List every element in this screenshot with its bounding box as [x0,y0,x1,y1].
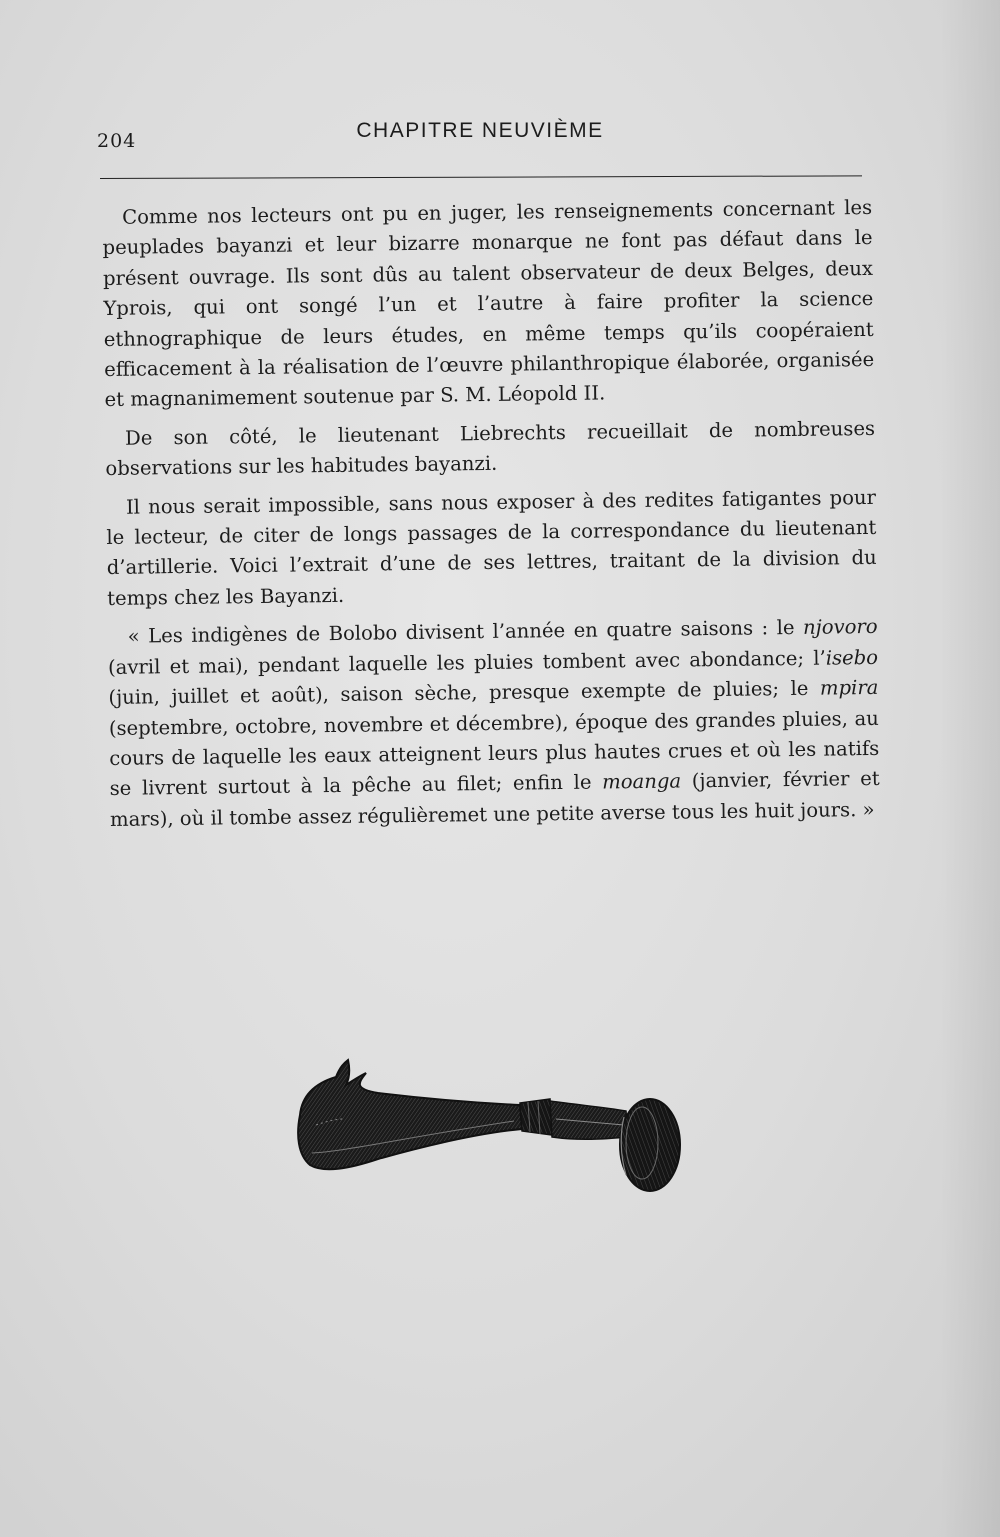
knife-blade [298,1060,522,1169]
knife-collar [520,1099,552,1135]
italic-term: isebo [825,645,879,670]
text-run: « Les indigènes de Bolobo divisent l’année en quatre saisons : le [127,616,804,648]
text-run: (janvier, février et mars), où il tombe assez régulièremet une petite averse tous les huit jours. » [109,767,880,831]
italic-term: mpira [819,675,879,700]
text-run: De son côté, le lieutenant Liebrechts recueillait de nombreuses observations sur les habitudes bayanzi. [105,416,876,481]
engraved-knife-illustration [288,1055,688,1195]
paragraph [102,193,875,416]
header-rule [100,175,862,179]
paragraph [107,612,880,835]
text-run: Il nous serait impossible, sans nous exposer à des redites fatigantes pour le lecteur, de citer de longs passages de la correspondance du lieutenant d’artillerie. Voici l’extrait d’une de ses lettres, traitant de la division du temps chez les Bayanzi. [106,485,877,610]
paragraph [106,483,878,615]
text-run: (juin, juillet et août), saison sèche, presque exempte de pluies; le [108,676,821,710]
knife-pommel [620,1099,680,1191]
body-text [102,193,880,835]
text-run: Comme nos lecteurs ont pu en juger, les renseignements concernant les peuplades bayanzi et leur bizarre monarque ne font pas défaut dans le présent ouvrage. Ils sont dûs au talent observateur de deux Belges, deux Yprois, qui ont songé l’un et l’autre à faire profiter la science ethnographique de leurs études, en même temps qu’ils coopéraient efficacement à la réalisation de l’œuvre philanthropique élaborée, organisée et magnanimement soutenue par S. M. Léopold II. [102,195,875,412]
text-run: (avril et mai), pendant laquelle les pluies tombent avec abondance; l’ [107,646,826,679]
page-number: 204 [97,130,137,152]
italic-term: moanga [602,769,682,794]
running-title: CHAPITRE NEUVIÈME [356,119,604,142]
knife-handle [550,1101,628,1139]
paragraph [105,414,876,485]
text-run: (septembre, octobre, novembre et décembre), époque des grandes pluies, au cours de laquelle les eaux atteignent leurs plus hautes crues et où les natifs se livrent surtout à la pêche au filet; enfin le [108,706,880,801]
italic-term: njovoro [802,615,878,640]
page-edge-shadow [940,0,1000,1537]
